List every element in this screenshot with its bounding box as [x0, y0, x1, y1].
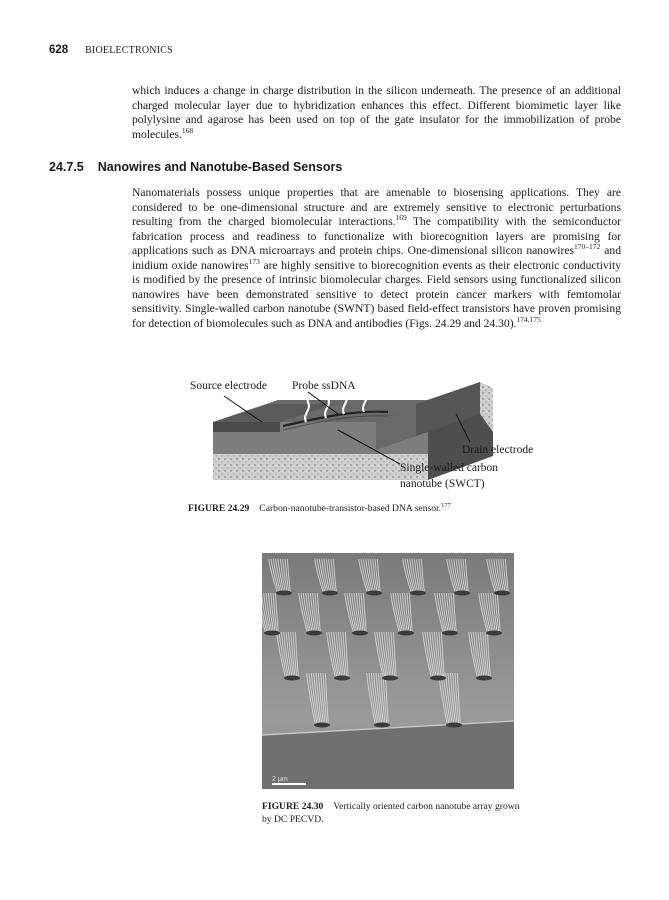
nanotube-base [398, 631, 414, 636]
caption-text: Vertically oriented carbon nanotube array grown by DC PECVD. [262, 801, 520, 825]
citation-ref: 177 [441, 502, 451, 509]
citation-ref: 170–172 [574, 242, 601, 252]
caption-label: FIGURE 24.30 [262, 801, 324, 812]
section-heading [49, 160, 342, 174]
nanotube-base [494, 591, 510, 596]
citation-ref: 174,175 [516, 314, 541, 324]
label-swct-line1: Single-walled carbon [400, 462, 499, 474]
page-number: 628 [49, 44, 69, 56]
figure-caption [188, 502, 451, 514]
source-electrode-front [213, 422, 280, 432]
sem-image [262, 553, 514, 789]
paragraph-text: and inidium oxide nanowires [132, 244, 621, 272]
nanotube-base [430, 676, 446, 681]
citation-ref: 168 [181, 125, 194, 135]
nanotube-base [486, 631, 502, 636]
nanotube-base [334, 676, 350, 681]
section-title: Nanowires and Nanotube-Based Sensors [97, 160, 343, 174]
citation-ref: 169 [395, 213, 407, 223]
paragraph-text: which induces a change in charge distribution in the silicon underneath. The presence of an additional charged molecular layer due to hybridization enhances this effect. Different biomimetic layer like polylysine and agarose has been used on top of the gate insulator for the immobilization of probe molecules. [132, 84, 621, 141]
paragraph-text: The compatibility with the semiconductor fabrication process and readiness to functionalize with biorecognition layers are promising for applications such as DNA microarrays and protein chips. One-dimensional silicon nanowires [132, 215, 621, 257]
label-drain-electrode: Drain electrode [462, 444, 534, 456]
label-swct-line2: nanotube (SWCT) [400, 478, 485, 490]
paragraph-text: are highly sensitive to biorecognition events as their electronic conductivity is modified by the presence of intrinsic biomolecular charges. Field sensors using functionalized silicon nanowires have been demonstrated sensitive to detect protein cancer markers with femtomolar sensitivity. Single-walled carbon nanotube (SWNT) based field-effect transistors have proven promising for detection of biomolecules such as DNA and antibodies (Figs. 24.29 and 24.30). [132, 258, 622, 330]
substrate-lower-layer [213, 454, 428, 480]
running-head: BIOELECTRONICS [85, 45, 173, 56]
page-header [49, 44, 173, 56]
nanotube-base [476, 676, 492, 681]
nanotube-base [366, 591, 382, 596]
section-number: 24.7.5 [49, 160, 84, 174]
figure-cnt-array-photo [262, 553, 514, 789]
nanotube-base [352, 631, 368, 636]
nanotube-base [454, 591, 470, 596]
figure-cnt-sensor [188, 374, 558, 498]
scale-label: 2 μm [272, 776, 288, 783]
nanotube-base [322, 591, 338, 596]
nanotube-base [276, 591, 292, 596]
nanotube-base [382, 676, 398, 681]
paragraph-nanomaterials [132, 186, 621, 331]
citation-ref: 173 [248, 256, 260, 266]
nanotube-base [374, 723, 390, 728]
nanotube-base [306, 631, 322, 636]
figure-caption [262, 800, 522, 826]
caption-label: FIGURE 24.29 [188, 503, 250, 515]
paragraph-text: Nanomaterials possess unique properties that are amenable to biosensing applications. They are considered to be one-dimensional structure and are extremely sensitive to electronic perturbations resulting from the charged biomolecular interactions. [132, 186, 621, 228]
nanotube-base [446, 723, 462, 728]
caption-text: Carbon-nanotube-transistor-based DNA sensor. [259, 503, 442, 515]
label-probe-ssdna: Probe ssDNA [292, 380, 356, 392]
nanotube-base [264, 631, 280, 636]
nanotube-base [284, 676, 300, 681]
paragraph-continued [132, 84, 621, 142]
nanotube-base [410, 591, 426, 596]
label-source-electrode: Source electrode [190, 380, 267, 392]
nanotube-base [314, 723, 330, 728]
nanotube-base [442, 631, 458, 636]
sensor-diagram [188, 374, 558, 498]
